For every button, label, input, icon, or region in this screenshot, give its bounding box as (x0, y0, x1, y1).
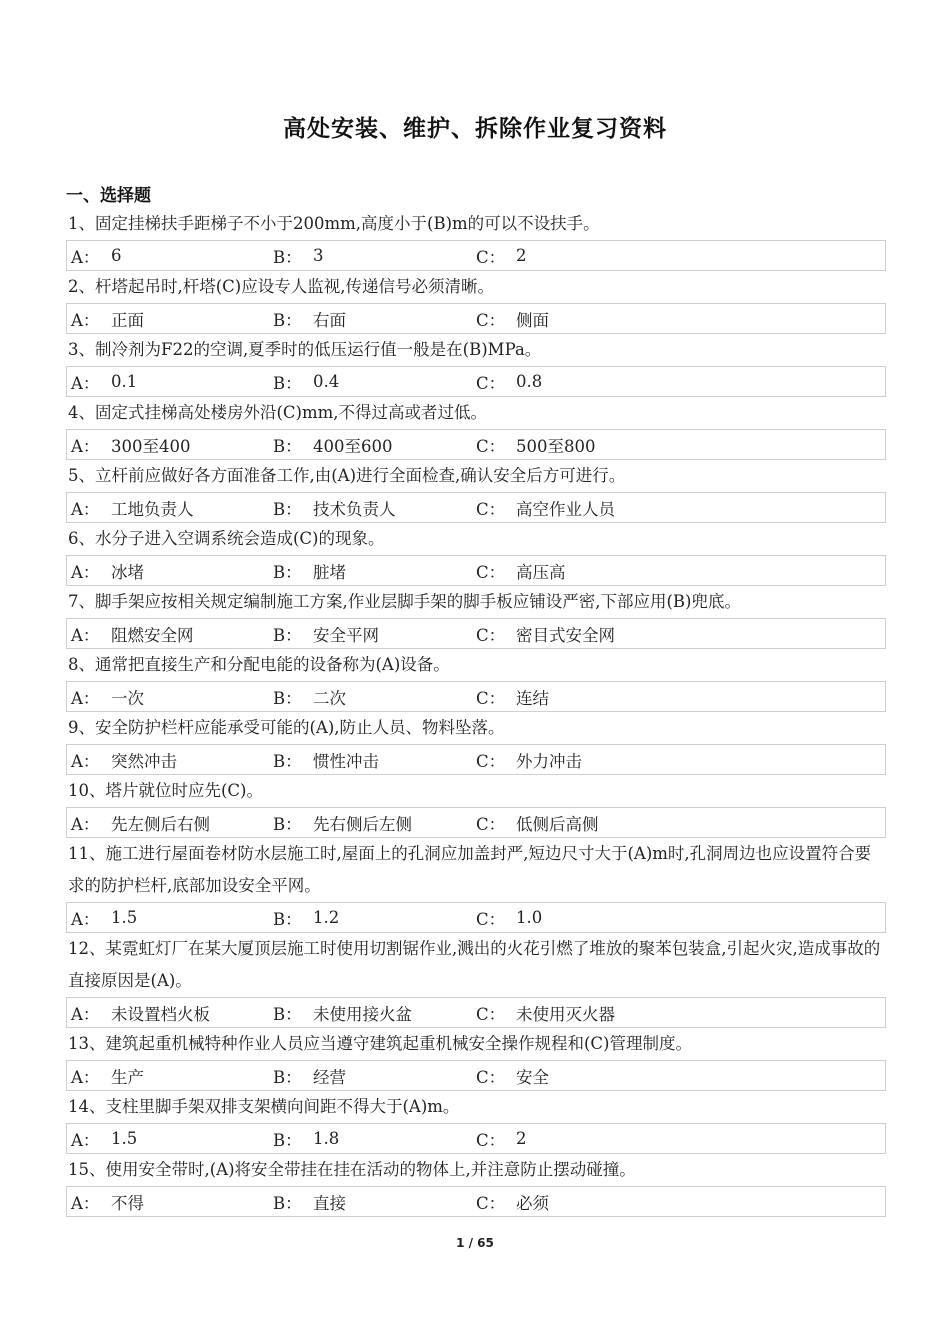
option-a (67, 1127, 273, 1151)
option-letter: C： (476, 499, 506, 519)
option-letter: A： (71, 373, 100, 393)
question-text: 13、建筑起重机械特种作业人员应当遵守建筑起重机械安全操作规程和(C)管理制度。 (68, 1034, 692, 1053)
question-text: 10、塔片就位时应先(C)。 (68, 781, 263, 800)
option-a (67, 307, 273, 331)
option-text: 安全平网 (313, 625, 379, 645)
question-item (66, 933, 886, 1028)
option-letter: C： (476, 1130, 506, 1150)
option-letter: B： (273, 247, 302, 267)
option-letter: B： (273, 436, 302, 456)
options-row (66, 429, 886, 460)
option-text: 6 (111, 246, 122, 265)
option-text: 惯性冲击 (313, 751, 379, 771)
options-row (66, 1060, 886, 1091)
option-b (273, 811, 476, 835)
option-letter: A： (71, 1193, 100, 1213)
option-text: 未使用接火盆 (313, 1004, 412, 1024)
option-b (273, 1127, 476, 1151)
option-letter: C： (476, 1193, 506, 1213)
page-number: 1 / 65 (456, 1236, 494, 1250)
option-letter: B： (273, 909, 302, 929)
option-b (273, 906, 476, 930)
option-b (273, 559, 476, 583)
option-a (67, 433, 273, 457)
options-row (66, 902, 886, 933)
option-b (273, 496, 476, 520)
option-text: 连结 (516, 688, 549, 708)
option-letter: B： (273, 310, 302, 330)
question-item (66, 1154, 886, 1217)
option-letter: C： (476, 562, 506, 582)
option-text: 密目式安全网 (516, 625, 615, 645)
option-text: 安全 (516, 1067, 549, 1087)
option-c (476, 811, 885, 835)
option-letter: B： (273, 373, 302, 393)
question-item (66, 460, 886, 523)
option-c (476, 307, 885, 331)
option-b (273, 244, 476, 268)
option-b (273, 1190, 476, 1214)
options-row (66, 240, 886, 271)
question-text: 7、脚手架应按相关规定编制施工方案,作业层脚手架的脚手板应铺设严密,下部应用(B)兜底。 (68, 592, 741, 611)
option-text: 3 (313, 246, 324, 265)
option-text: 正面 (111, 310, 144, 330)
option-c (476, 370, 885, 394)
option-letter: A： (71, 751, 100, 771)
option-c (476, 748, 885, 772)
question-item (66, 586, 886, 649)
option-letter: A： (71, 1067, 100, 1087)
option-letter: A： (71, 688, 100, 708)
question-list (66, 208, 886, 1217)
option-c (476, 622, 885, 646)
option-text: 1.5 (111, 908, 138, 927)
option-letter: B： (273, 1193, 302, 1213)
option-letter: C： (476, 247, 506, 267)
option-text: 1.8 (313, 1129, 340, 1148)
option-text: 先左侧后右侧 (111, 814, 210, 834)
option-letter: C： (476, 1004, 506, 1024)
option-a (67, 622, 273, 646)
question-text: 15、使用安全带时,(A)将安全带挂在挂在活动的物体上,并注意防止摆动碰撞。 (68, 1160, 636, 1179)
option-letter: B： (273, 562, 302, 582)
question-text: 14、支柱里脚手架双排支架横向间距不得大于(A)m。 (68, 1097, 460, 1116)
option-letter: C： (476, 688, 506, 708)
question-item (66, 334, 886, 397)
option-b (273, 1001, 476, 1025)
option-letter: A： (71, 909, 100, 929)
option-a (67, 244, 273, 268)
question-item (66, 838, 886, 933)
question-item (66, 271, 886, 334)
question-item (66, 712, 886, 775)
option-text: 先右侧后左侧 (313, 814, 412, 834)
option-letter: B： (273, 688, 302, 708)
option-text: 2 (516, 1129, 527, 1148)
question-item (66, 523, 886, 586)
option-letter: A： (71, 310, 100, 330)
option-c (476, 1127, 885, 1151)
option-text: 二次 (313, 688, 346, 708)
option-letter: C： (476, 909, 506, 929)
option-b (273, 622, 476, 646)
option-a (67, 811, 273, 835)
option-a (67, 1190, 273, 1214)
question-text: 9、安全防护栏杆应能承受可能的(A),防止人员、物料坠落。 (68, 718, 505, 737)
option-text: 生产 (111, 1067, 144, 1087)
question-text: 11、施工进行屋面卷材防水层施工时,屋面上的孔洞应加盖封严,短边尺寸大于(A)m时,孔洞周边也应设置符合要求的防护栏杆,底部加设安全平网。 (68, 844, 872, 895)
question-item (66, 649, 886, 712)
option-letter: B： (273, 1004, 302, 1024)
question-item (66, 1028, 886, 1091)
question-text: 4、固定式挂梯高处楼房外沿(C)mm,不得过高或者过低。 (68, 403, 488, 422)
question-text: 6、水分子进入空调系统会造成(C)的现象。 (68, 529, 385, 548)
option-text: 高压高 (516, 562, 566, 582)
option-letter: C： (476, 1067, 506, 1087)
options-row (66, 555, 886, 586)
option-b (273, 433, 476, 457)
option-letter: A： (71, 625, 100, 645)
option-text: 经营 (313, 1067, 346, 1087)
option-a (67, 906, 273, 930)
question-text: 5、立杆前应做好各方面准备工作,由(A)进行全面检查,确认安全后方可进行。 (68, 466, 626, 485)
option-text: 突然冲击 (111, 751, 177, 771)
options-row (66, 807, 886, 838)
option-letter: A： (71, 247, 100, 267)
option-text: 阻燃安全网 (111, 625, 194, 645)
options-row (66, 492, 886, 523)
question-text: 3、制冷剂为F22的空调,夏季时的低压运行值一般是在(B)MPa。 (68, 340, 542, 359)
option-text: 未设置档火板 (111, 1004, 210, 1024)
document-title: 高处安装、维护、拆除作业复习资料 (283, 116, 667, 142)
option-text: 400至600 (313, 436, 393, 456)
option-text: 1.0 (516, 908, 543, 927)
question-text: 8、通常把直接生产和分配电能的设备称为(A)设备。 (68, 655, 450, 674)
option-b (273, 1064, 476, 1088)
option-c (476, 244, 885, 268)
option-a (67, 1064, 273, 1088)
option-c (476, 496, 885, 520)
option-c (476, 1064, 885, 1088)
option-c (476, 433, 885, 457)
option-text: 直接 (313, 1193, 346, 1213)
question-item (66, 775, 886, 838)
options-row (66, 1186, 886, 1217)
option-c (476, 1001, 885, 1025)
option-b (273, 307, 476, 331)
options-row (66, 681, 886, 712)
option-text: 0.1 (111, 372, 138, 391)
option-c (476, 906, 885, 930)
option-text: 0.8 (516, 372, 543, 391)
options-row (66, 366, 886, 397)
section-heading: 一、选择题 (66, 186, 151, 206)
option-text: 1.2 (313, 908, 340, 927)
option-letter: A： (71, 436, 100, 456)
option-a (67, 685, 273, 709)
option-text: 外力冲击 (516, 751, 582, 771)
option-text: 500至800 (516, 436, 596, 456)
option-letter: A： (71, 1004, 100, 1024)
option-c (476, 685, 885, 709)
option-text: 1.5 (111, 1129, 138, 1148)
option-letter: B： (273, 625, 302, 645)
option-text: 不得 (111, 1193, 144, 1213)
options-row (66, 303, 886, 334)
option-text: 0.4 (313, 372, 340, 391)
option-text: 工地负责人 (111, 499, 194, 519)
option-text: 侧面 (516, 310, 549, 330)
option-text: 高空作业人员 (516, 499, 615, 519)
option-text: 右面 (313, 310, 346, 330)
option-text: 冰堵 (111, 562, 144, 582)
option-letter: A： (71, 562, 100, 582)
option-b (273, 685, 476, 709)
option-letter: B： (273, 751, 302, 771)
option-letter: C： (476, 373, 506, 393)
option-letter: B： (273, 1130, 302, 1150)
options-row (66, 1123, 886, 1154)
option-c (476, 1190, 885, 1214)
option-text: 技术负责人 (313, 499, 396, 519)
option-letter: C： (476, 751, 506, 771)
option-a (67, 748, 273, 772)
option-letter: C： (476, 310, 506, 330)
option-letter: B： (273, 1067, 302, 1087)
option-text: 一次 (111, 688, 144, 708)
option-b (273, 370, 476, 394)
options-row (66, 744, 886, 775)
option-letter: A： (71, 1130, 100, 1150)
question-item (66, 397, 886, 460)
option-text: 300至400 (111, 436, 191, 456)
question-text: 1、固定挂梯扶手距梯子不小于200mm,高度小于(B)m的可以不设扶手。 (68, 214, 600, 233)
option-letter: C： (476, 814, 506, 834)
options-row (66, 618, 886, 649)
option-letter: C： (476, 436, 506, 456)
option-letter: C： (476, 625, 506, 645)
option-letter: A： (71, 499, 100, 519)
option-letter: B： (273, 499, 302, 519)
option-letter: B： (273, 814, 302, 834)
options-row (66, 997, 886, 1028)
question-item (66, 208, 886, 271)
option-a (67, 559, 273, 583)
option-a (67, 370, 273, 394)
question-text: 12、某霓虹灯厂在某大厦顶层施工时使用切割锯作业,溅出的火花引燃了堆放的聚苯包装盒,引起火灾,造成事故的直接原因是(A)。 (68, 939, 881, 990)
question-item (66, 1091, 886, 1154)
option-text: 未使用灭火器 (516, 1004, 615, 1024)
question-text: 2、杆塔起吊时,杆塔(C)应设专人监视,传递信号必须清晰。 (68, 277, 494, 296)
option-text: 必须 (516, 1193, 549, 1213)
option-b (273, 748, 476, 772)
option-c (476, 559, 885, 583)
option-letter: A： (71, 814, 100, 834)
option-a (67, 496, 273, 520)
option-text: 低侧后高侧 (516, 814, 599, 834)
option-text: 2 (516, 246, 527, 265)
option-text: 脏堵 (313, 562, 346, 582)
option-a (67, 1001, 273, 1025)
